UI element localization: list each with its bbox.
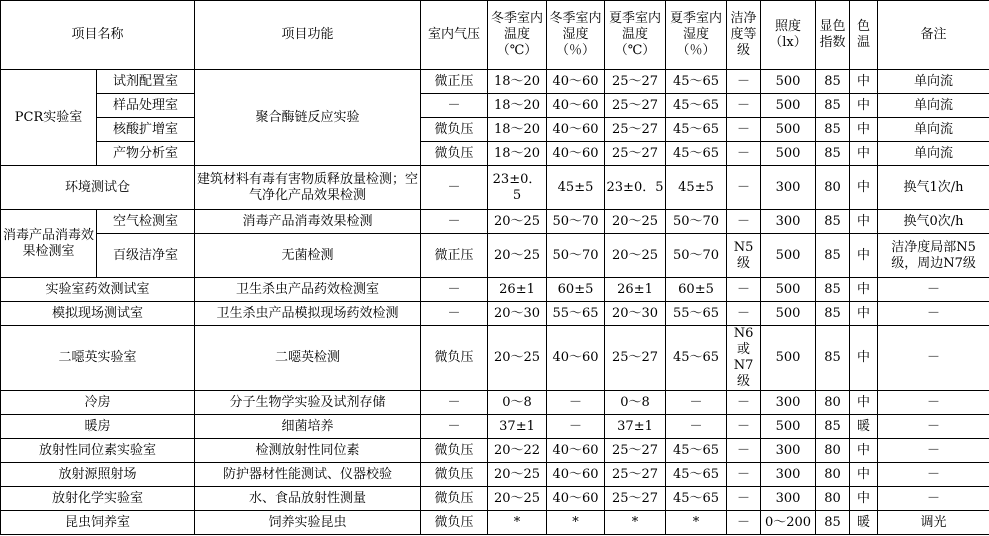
color-temp-cell: 中: [850, 70, 878, 94]
room-function: 卫生杀虫产品药效检测室: [195, 278, 421, 302]
cleanliness-cell: －: [727, 118, 761, 142]
winter-temp-cell: 18～20: [488, 142, 547, 166]
room-name: 冷房: [1, 391, 195, 415]
winter-humidity-cell: *: [547, 511, 605, 535]
table-row: [1, 439, 989, 463]
summer-humidity-cell: －: [666, 391, 727, 415]
illuminance-cell: 500: [761, 94, 816, 118]
summer-humidity-cell: 45～65: [666, 70, 727, 94]
sub-room-name: 空气检测室: [97, 210, 195, 234]
summer-humidity-cell: －: [666, 415, 727, 439]
table-row: [1, 234, 989, 278]
cleanliness-cell: －: [727, 278, 761, 302]
cri-cell: 85: [816, 234, 850, 278]
winter-temp-cell: 20～25: [488, 487, 547, 511]
summer-humidity-cell: 50～70: [666, 210, 727, 234]
winter-humidity-cell: 40～60: [547, 326, 605, 391]
sub-room-name: 百级洁净室: [97, 234, 195, 278]
table-row: [1, 94, 989, 118]
winter-temp-cell: 20～22: [488, 439, 547, 463]
color-temp-cell: 中: [850, 94, 878, 118]
color-temp-cell: 中: [850, 142, 878, 166]
room-name: 放射性同位素实验室: [1, 439, 195, 463]
note-cell: 洁净度局部N5级，周边N7级: [878, 234, 989, 278]
winter-temp-cell: 20～25: [488, 463, 547, 487]
color-temp-cell: 暖: [850, 415, 878, 439]
summer-temp-cell: 20～25: [605, 210, 666, 234]
illuminance-cell: 300: [761, 210, 816, 234]
summer-temp-cell: 25～27: [605, 142, 666, 166]
room-function: 饲养实验昆虫: [195, 511, 421, 535]
summer-humidity-cell: 45～65: [666, 94, 727, 118]
pressure-cell: 微负压: [421, 463, 488, 487]
room-function: 防护器材性能测试、仪器校验: [195, 463, 421, 487]
cri-cell: 85: [816, 302, 850, 326]
table-row: [1, 278, 989, 302]
cri-cell: 80: [816, 487, 850, 511]
room-function: 消毒产品消毒效果检测: [195, 210, 421, 234]
table-row: [1, 70, 989, 94]
cleanliness-cell: －: [727, 439, 761, 463]
room-function: 无菌检测: [195, 234, 421, 278]
winter-humidity-cell: 40～60: [547, 118, 605, 142]
cri-cell: 80: [816, 439, 850, 463]
col-header-winter-temp: 冬季室内温度（℃）: [488, 1, 547, 70]
table-row: [1, 142, 989, 166]
room-name: 二噁英实验室: [1, 326, 195, 391]
color-temp-cell: 中: [850, 118, 878, 142]
table-row: [1, 415, 989, 439]
col-header-winter-humidity: 冬季室内湿度（％）: [547, 1, 605, 70]
color-temp-cell: 中: [850, 439, 878, 463]
winter-temp-cell: 23±0．5: [488, 166, 547, 210]
note-cell: 单向流: [878, 118, 989, 142]
sub-room-name: 产物分析室: [97, 142, 195, 166]
color-temp-cell: 中: [850, 234, 878, 278]
cri-cell: 85: [816, 511, 850, 535]
illuminance-cell: 300: [761, 439, 816, 463]
cleanliness-cell: －: [727, 302, 761, 326]
winter-temp-cell: 18～20: [488, 70, 547, 94]
summer-temp-cell: 25～27: [605, 463, 666, 487]
header-row: [1, 1, 989, 70]
color-temp-cell: 暖: [850, 511, 878, 535]
illuminance-cell: 300: [761, 463, 816, 487]
room-function: 二噁英检测: [195, 326, 421, 391]
summer-temp-cell: 25～27: [605, 118, 666, 142]
table-row: [1, 487, 989, 511]
summer-temp-cell: 37±1: [605, 415, 666, 439]
col-header-pressure: 室内气压: [421, 1, 488, 70]
room-function: 卫生杀虫产品模拟现场药效检测: [195, 302, 421, 326]
color-temp-cell: 中: [850, 302, 878, 326]
color-temp-cell: 中: [850, 166, 878, 210]
room-name: 环境测试仓: [1, 166, 195, 210]
pressure-cell: －: [421, 166, 488, 210]
summer-temp-cell: 25～27: [605, 94, 666, 118]
cri-cell: 85: [816, 210, 850, 234]
winter-temp-cell: 0～8: [488, 391, 547, 415]
col-header-summer-temp: 夏季室内温度（℃）: [605, 1, 666, 70]
cri-cell: 85: [816, 70, 850, 94]
pressure-cell: 微负压: [421, 118, 488, 142]
cleanliness-cell: －: [727, 70, 761, 94]
cri-cell: 85: [816, 94, 850, 118]
illuminance-cell: 500: [761, 142, 816, 166]
room-function: 检测放射性同位素: [195, 439, 421, 463]
cleanliness-cell: －: [727, 415, 761, 439]
illuminance-cell: 500: [761, 70, 816, 94]
cleanliness-cell: N5级: [727, 234, 761, 278]
summer-humidity-cell: 45～65: [666, 142, 727, 166]
cleanliness-cell: －: [727, 511, 761, 535]
summer-humidity-cell: 60±5: [666, 278, 727, 302]
col-header-cri: 显色指数: [816, 1, 850, 70]
cleanliness-cell: －: [727, 142, 761, 166]
note-cell: －: [878, 463, 989, 487]
cleanliness-cell: －: [727, 391, 761, 415]
note-cell: 换气1次/h: [878, 166, 989, 210]
illuminance-cell: 500: [761, 118, 816, 142]
pressure-cell: 微负压: [421, 511, 488, 535]
color-temp-cell: 中: [850, 210, 878, 234]
cri-cell: 85: [816, 415, 850, 439]
cri-cell: 80: [816, 166, 850, 210]
pressure-cell: －: [421, 210, 488, 234]
room-function: 分子生物学实验及试剂存储: [195, 391, 421, 415]
winter-humidity-cell: 50～70: [547, 234, 605, 278]
winter-humidity-cell: 50～70: [547, 210, 605, 234]
sub-room-name: 样品处理室: [97, 94, 195, 118]
room-name: 暖房: [1, 415, 195, 439]
illuminance-cell: 500: [761, 326, 816, 391]
summer-temp-cell: 26±1: [605, 278, 666, 302]
cleanliness-cell: －: [727, 166, 761, 210]
summer-temp-cell: 25～27: [605, 326, 666, 391]
table-row: [1, 463, 989, 487]
note-cell: －: [878, 302, 989, 326]
col-header-function: 项目功能: [195, 1, 421, 70]
illuminance-cell: 300: [761, 487, 816, 511]
winter-temp-cell: 18～20: [488, 118, 547, 142]
summer-temp-cell: 20～30: [605, 302, 666, 326]
winter-humidity-cell: 40～60: [547, 94, 605, 118]
winter-humidity-cell: －: [547, 391, 605, 415]
group-name: 消毒产品消毒效果检测室: [1, 210, 97, 278]
sub-room-name: 核酸扩增室: [97, 118, 195, 142]
room-name: 模拟现场测试室: [1, 302, 195, 326]
cri-cell: 80: [816, 463, 850, 487]
winter-temp-cell: 20～25: [488, 210, 547, 234]
table-row: [1, 118, 989, 142]
illuminance-cell: 300: [761, 391, 816, 415]
cri-cell: 85: [816, 326, 850, 391]
summer-humidity-cell: 45～65: [666, 439, 727, 463]
winter-humidity-cell: 40～60: [547, 142, 605, 166]
col-header-illuminance: 照度（lx）: [761, 1, 816, 70]
pressure-cell: 微负压: [421, 326, 488, 391]
summer-temp-cell: 25～27: [605, 487, 666, 511]
color-temp-cell: 中: [850, 278, 878, 302]
winter-temp-cell: 20～25: [488, 326, 547, 391]
color-temp-cell: 中: [850, 326, 878, 391]
room-name: 实验室药效测试室: [1, 278, 195, 302]
cleanliness-cell: －: [727, 487, 761, 511]
winter-humidity-cell: 40～60: [547, 487, 605, 511]
col-header-color-temp: 色温: [850, 1, 878, 70]
room-name: 放射源照射场: [1, 463, 195, 487]
winter-humidity-cell: 40～60: [547, 463, 605, 487]
pressure-cell: 微负压: [421, 487, 488, 511]
summer-temp-cell: *: [605, 511, 666, 535]
note-cell: 单向流: [878, 70, 989, 94]
pressure-cell: 微负压: [421, 439, 488, 463]
summer-temp-cell: 0～8: [605, 391, 666, 415]
note-cell: －: [878, 487, 989, 511]
note-cell: －: [878, 278, 989, 302]
room-function: 细菌培养: [195, 415, 421, 439]
pressure-cell: 微正压: [421, 70, 488, 94]
summer-temp-cell: 25～27: [605, 439, 666, 463]
illuminance-cell: 0～200: [761, 511, 816, 535]
color-temp-cell: 中: [850, 463, 878, 487]
room-function: 聚合酶链反应实验: [195, 70, 421, 166]
pressure-cell: －: [421, 391, 488, 415]
summer-humidity-cell: 45～65: [666, 463, 727, 487]
winter-humidity-cell: 60±5: [547, 278, 605, 302]
note-cell: 单向流: [878, 142, 989, 166]
color-temp-cell: 中: [850, 487, 878, 511]
table-row: [1, 166, 989, 210]
winter-temp-cell: 20～25: [488, 234, 547, 278]
note-cell: －: [878, 326, 989, 391]
summer-temp-cell: 23±0．5: [605, 166, 666, 210]
illuminance-cell: 500: [761, 278, 816, 302]
table-row: [1, 302, 989, 326]
cri-cell: 80: [816, 391, 850, 415]
cri-cell: 85: [816, 118, 850, 142]
illuminance-cell: 500: [761, 302, 816, 326]
summer-humidity-cell: 45～65: [666, 326, 727, 391]
winter-temp-cell: 20～30: [488, 302, 547, 326]
pressure-cell: 微正压: [421, 234, 488, 278]
col-header-summer-humidity: 夏季室内湿度（％）: [666, 1, 727, 70]
table-row: [1, 210, 989, 234]
pressure-cell: －: [421, 278, 488, 302]
note-cell: －: [878, 391, 989, 415]
cleanliness-cell: －: [727, 463, 761, 487]
note-cell: 单向流: [878, 94, 989, 118]
summer-humidity-cell: 45～65: [666, 487, 727, 511]
winter-temp-cell: 26±1: [488, 278, 547, 302]
table-row: [1, 511, 989, 535]
winter-temp-cell: 37±1: [488, 415, 547, 439]
col-header-name: 项目名称: [1, 1, 195, 70]
room-function: 水、食品放射性测量: [195, 487, 421, 511]
cleanliness-cell: －: [727, 94, 761, 118]
illuminance-cell: 300: [761, 166, 816, 210]
cri-cell: 85: [816, 142, 850, 166]
col-header-note: 备注: [878, 1, 989, 70]
col-header-cleanliness: 洁净度等级: [727, 1, 761, 70]
note-cell: 调光: [878, 511, 989, 535]
summer-humidity-cell: 50～70: [666, 234, 727, 278]
cri-cell: 85: [816, 278, 850, 302]
table-row: [1, 326, 989, 391]
illuminance-cell: 500: [761, 415, 816, 439]
note-cell: －: [878, 415, 989, 439]
sub-room-name: 试剂配置室: [97, 70, 195, 94]
group-name: PCR实验室: [1, 70, 97, 166]
pressure-cell: －: [421, 415, 488, 439]
note-cell: －: [878, 439, 989, 463]
pressure-cell: －: [421, 94, 488, 118]
winter-humidity-cell: 40～60: [547, 439, 605, 463]
summer-humidity-cell: *: [666, 511, 727, 535]
color-temp-cell: 中: [850, 391, 878, 415]
cleanliness-cell: －: [727, 210, 761, 234]
summer-temp-cell: 25～27: [605, 70, 666, 94]
room-name: 昆虫饲养室: [1, 511, 195, 535]
summer-humidity-cell: 45±5: [666, 166, 727, 210]
winter-humidity-cell: 40～60: [547, 70, 605, 94]
winter-humidity-cell: 55～65: [547, 302, 605, 326]
room-function: 建筑材料有毒有害物质释放量检测；空气净化产品效果检测: [195, 166, 421, 210]
summer-temp-cell: 20～25: [605, 234, 666, 278]
winter-humidity-cell: －: [547, 415, 605, 439]
winter-temp-cell: 18～20: [488, 94, 547, 118]
cleanliness-cell: N6或N7级: [727, 326, 761, 391]
summer-humidity-cell: 45～65: [666, 118, 727, 142]
summer-humidity-cell: 55～65: [666, 302, 727, 326]
illuminance-cell: 500: [761, 234, 816, 278]
room-name: 放射化学实验室: [1, 487, 195, 511]
winter-temp-cell: *: [488, 511, 547, 535]
note-cell: 换气0次/h: [878, 210, 989, 234]
pressure-cell: －: [421, 302, 488, 326]
table-row: [1, 391, 989, 415]
winter-humidity-cell: 45±5: [547, 166, 605, 210]
pressure-cell: 微负压: [421, 142, 488, 166]
